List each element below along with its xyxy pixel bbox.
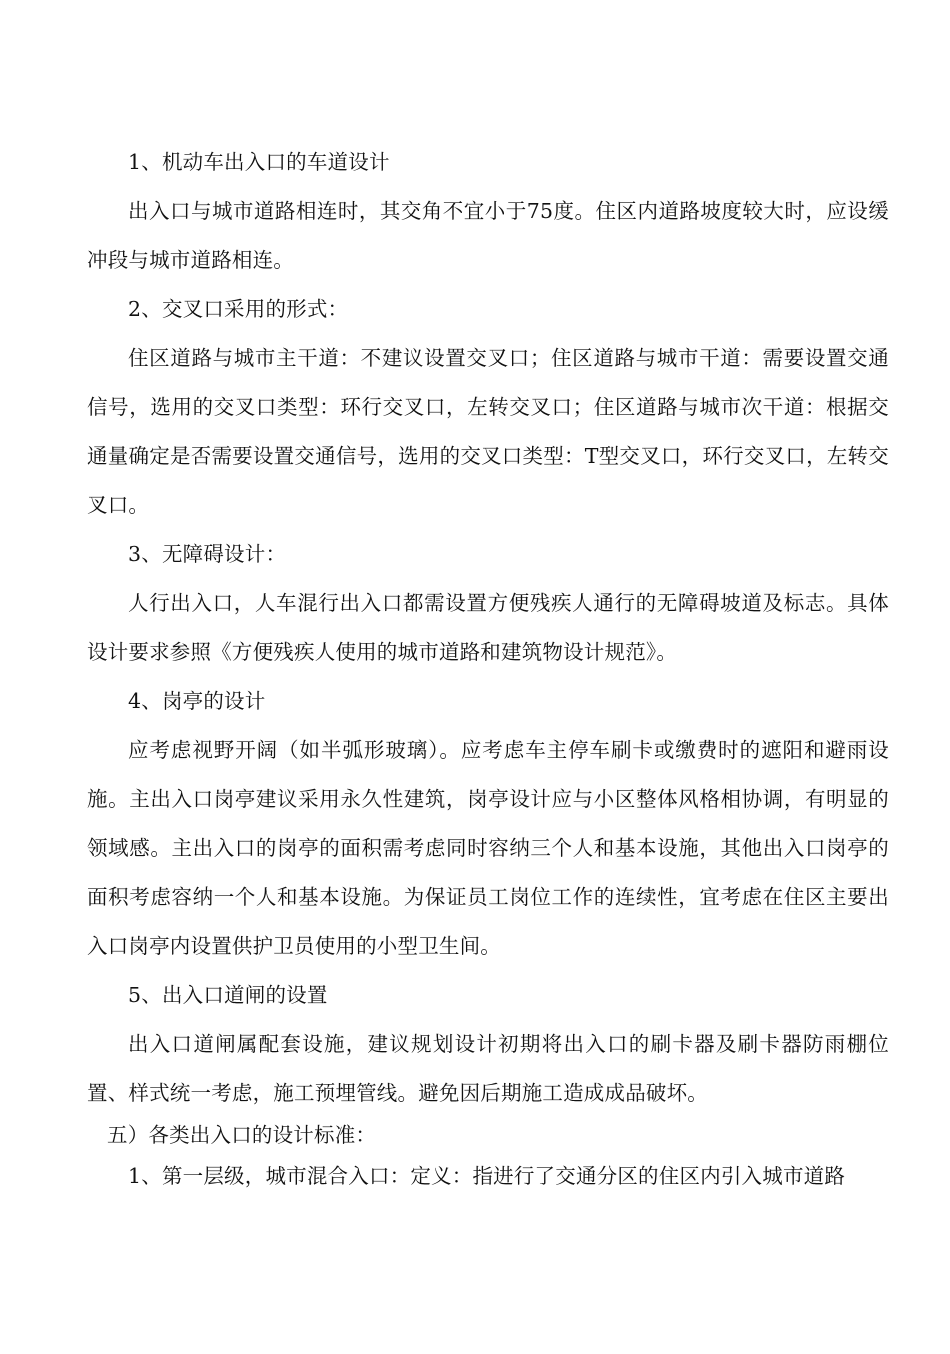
subheading-vehicle-lane: 1、机动车出入口的车道设计 (128, 150, 390, 174)
subheading-barrier-gate: 5、出入口道闸的设置 (128, 983, 328, 1007)
subheading-guard-booth: 4、岗亭的设计 (128, 689, 266, 713)
subheading-intersection-form: 2、交叉口采用的形式： (128, 297, 349, 321)
paragraph-accessibility: 人行出入口，人车混行出入口都需设置方便残疾人通行的无障碍坡道及标志。具体设计要求参照《方便残疾人使用的城市道路和建筑物设计规范》。 (87, 591, 889, 664)
paragraph-barrier-gate: 出入口道闸属配套设施，建议规划设计初期将出入口的刷卡器及刷卡器防雨棚位置、样式统一考虑，施工预埋管线。避免因后期施工造成成品破坏。 (87, 1032, 889, 1105)
paragraph-lane-angle: 出入口与城市道路相连时，其交角不宜小于75度。住区内道路坡度较大时，应设缓冲段与城市道路相连。 (87, 199, 889, 272)
paragraph-intersection-types: 住区道路与城市主干道：不建议设置交叉口；住区道路与城市干道：需要设置交通信号，选用的交叉口类型：环行交叉口，左转交叉口；住区道路与城市次干道：根据交通量确定是否需要设置交通信号，选用的交叉口类型：T型交叉口，环行交叉口，左转交叉口。 (87, 346, 889, 517)
section-heading-entrance-standards: 五）各类出入口的设计标准： (107, 1123, 377, 1147)
paragraph-first-level-entrance: 1、第一层级，城市混合入口：定义：指进行了交通分区的住区内引入城市道路 (128, 1164, 846, 1188)
document-body (87, 138, 889, 1201)
paragraph-guard-booth: 应考虑视野开阔（如半弧形玻璃）。应考虑车主停车刷卡或缴费时的遮阳和避雨设施。主出入口岗亭建议采用永久性建筑，岗亭设计应与小区整体风格相协调，有明显的领域感。主出入口的岗亭的面积需考虑同时容纳三个人和基本设施，其他出入口岗亭的面积考虑容纳一个人和基本设施。为保证员工岗位工作的连续性，宜考虑在住区主要出入口岗亭内设置供护卫员使用的小型卫生间。 (87, 738, 889, 958)
subheading-accessibility: 3、无障碍设计： (128, 542, 287, 566)
